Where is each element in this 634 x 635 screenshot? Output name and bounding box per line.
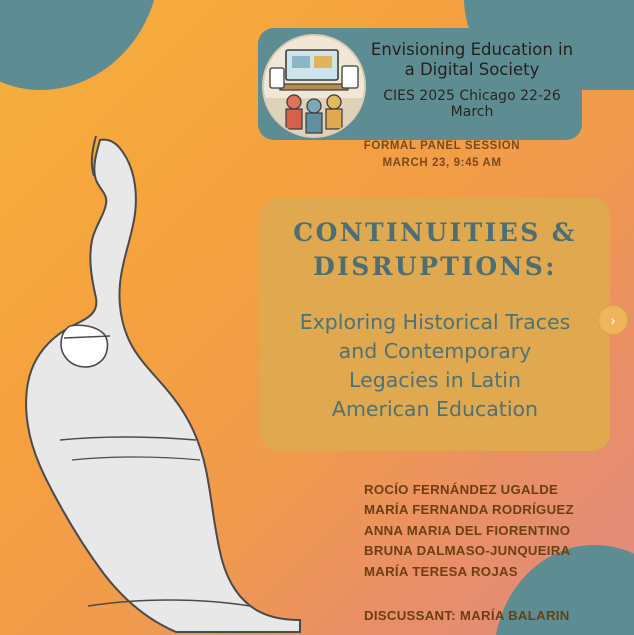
session-meta — [300, 138, 584, 171]
panel-subtitle-line1: Exploring Historical Traces — [299, 310, 571, 334]
presenter-list — [364, 480, 624, 582]
panel-title-line1: CONTINUITIES & — [293, 218, 577, 247]
session-datetime: MARCH 23, 9:45 AM — [382, 156, 502, 169]
presenter-name: MARÍA FERNANDA RODRÍGUEZ — [364, 502, 574, 518]
classroom-illustration-icon — [262, 34, 366, 138]
next-slide-button[interactable] — [598, 305, 628, 335]
decorative-blob-top-left — [0, 0, 160, 90]
presenter-name: ANNA MARIA DEL FIORENTINO — [364, 522, 571, 538]
discussant-label: DISCUSSANT: MARÍA BALARIN — [364, 608, 570, 623]
header-title-block — [368, 40, 576, 120]
panel-subtitle — [270, 308, 600, 424]
chevron-right-icon: › — [610, 312, 616, 328]
panel-subtitle-line2: and Contemporary — [338, 339, 532, 364]
session-type: FORMAL PANEL SESSION — [363, 140, 521, 152]
presenter-name: MARÍA TERESA ROJAS — [364, 563, 518, 579]
header-subtitle: CIES 2025 Chicago 22-26 March — [383, 88, 561, 121]
panel-subtitle-line4: American Education — [331, 397, 539, 422]
panel-title-line2: DISRUPTIONS: — [313, 251, 557, 281]
presenter-name: ROCÍO FERNÁNDEZ UGALDE — [364, 482, 559, 497]
panel-subtitle-line3: Legacies in Latin — [349, 368, 521, 393]
panel-title — [268, 216, 602, 284]
presenter-name: BRUNA DALMASO-JUNQUEIRA — [364, 543, 571, 559]
header-title-line1: Envisioning Education in — [370, 40, 574, 59]
header-title-line2: a Digital Society — [404, 60, 540, 80]
